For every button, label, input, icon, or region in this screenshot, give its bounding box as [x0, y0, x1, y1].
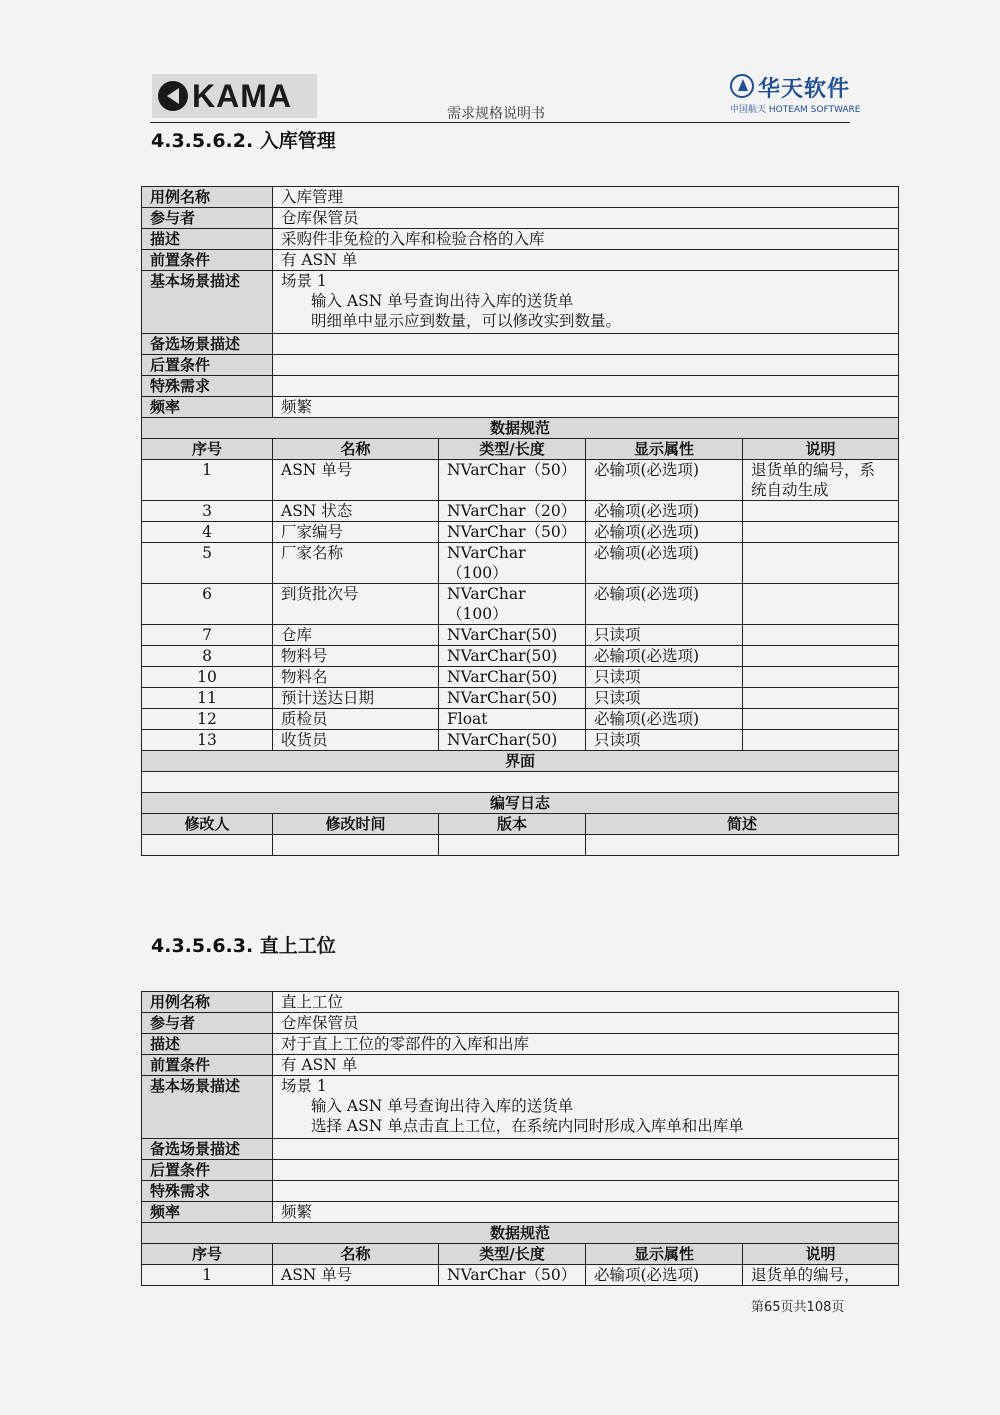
postcondition-value	[273, 1160, 899, 1181]
row-name: 物料号	[273, 646, 439, 667]
column-header: 序号	[142, 1244, 273, 1265]
frequency-value: 频繁	[273, 1202, 899, 1223]
basic-scenario	[273, 1076, 899, 1139]
field-label: 用例名称	[142, 187, 273, 208]
column-header: 说明	[743, 1244, 899, 1265]
field-label: 频率	[142, 1202, 273, 1223]
log-column-header: 简述	[586, 814, 899, 835]
row-note	[743, 667, 899, 688]
table-row	[142, 667, 899, 688]
use-case-row	[142, 250, 899, 271]
row-type: NVarChar(50)	[439, 730, 586, 751]
use-case-row	[142, 1055, 899, 1076]
row-type: NVarChar（100）	[439, 543, 586, 584]
ui-title: 界面	[142, 751, 899, 772]
field-label: 基本场景描述	[142, 1076, 273, 1139]
frequency-value: 频繁	[273, 397, 899, 418]
row-number: 3	[142, 501, 273, 522]
use-case-row	[142, 992, 899, 1013]
row-type: NVarChar（20）	[439, 501, 586, 522]
scenario-line: 场景 1	[281, 1077, 327, 1095]
field-label: 备选场景描述	[142, 1139, 273, 1160]
field-label: 后置条件	[142, 1160, 273, 1181]
column-header: 显示属性	[586, 439, 743, 460]
data-spec-title-row	[142, 418, 899, 439]
table-row	[142, 543, 899, 584]
row-number: 10	[142, 667, 273, 688]
description-value: 对于直上工位的零部件的入库和出库	[273, 1034, 899, 1055]
field-label: 参与者	[142, 1013, 273, 1034]
row-note: 退货单的编号，系统自动生成	[743, 460, 899, 501]
row-name: 质检员	[273, 709, 439, 730]
row-attr: 必输项(必选项)	[586, 522, 743, 543]
row-name: 到货批次号	[273, 584, 439, 625]
row-note	[743, 646, 899, 667]
table-row	[142, 646, 899, 667]
use-case-row	[142, 271, 899, 334]
row-attr: 必输项(必选项)	[586, 646, 743, 667]
log-cell	[142, 835, 273, 856]
ui-title-row	[142, 751, 899, 772]
row-attr: 只读项	[586, 625, 743, 646]
page-number: 第65页共108页	[751, 1300, 845, 1315]
row-number: 1	[142, 460, 273, 501]
field-label: 参与者	[142, 208, 273, 229]
row-number: 11	[142, 688, 273, 709]
hoteam-logo	[730, 74, 861, 116]
table-row	[142, 730, 899, 751]
use-case-row	[142, 187, 899, 208]
row-name: 仓库	[273, 625, 439, 646]
actor-value: 仓库保管员	[273, 1013, 899, 1034]
row-type: NVarChar(50)	[439, 646, 586, 667]
use-case-row	[142, 334, 899, 355]
row-name: 收货员	[273, 730, 439, 751]
row-note: 退货单的编号，	[743, 1265, 899, 1286]
table-row	[142, 460, 899, 501]
log-column-header: 修改人	[142, 814, 273, 835]
use-case-row	[142, 1076, 899, 1139]
row-attr: 必输项(必选项)	[586, 543, 743, 584]
column-header: 类型/长度	[439, 439, 586, 460]
special-req-value	[273, 376, 899, 397]
row-attr: 只读项	[586, 688, 743, 709]
hoteam-logo-icon	[730, 74, 754, 98]
precondition-value: 有 ASN 单	[273, 250, 899, 271]
row-note	[743, 688, 899, 709]
row-attr: 只读项	[586, 667, 743, 688]
column-header: 类型/长度	[439, 1244, 586, 1265]
table-row	[142, 501, 899, 522]
actor-value: 仓库保管员	[273, 208, 899, 229]
column-header: 名称	[273, 1244, 439, 1265]
alt-scenario-value	[273, 334, 899, 355]
use-case-row	[142, 397, 899, 418]
field-label: 描述	[142, 229, 273, 250]
column-header: 名称	[273, 439, 439, 460]
log-cell	[273, 835, 439, 856]
document-title: 需求规格说明书	[447, 106, 545, 122]
row-name: 厂家编号	[273, 522, 439, 543]
row-number: 13	[142, 730, 273, 751]
scenario-line: 输入 ASN 单号查询出待入库的送货单	[311, 1097, 574, 1115]
row-number: 7	[142, 625, 273, 646]
row-number: 8	[142, 646, 273, 667]
log-column-header: 版本	[439, 814, 586, 835]
row-note	[743, 501, 899, 522]
row-name: 厂家名称	[273, 543, 439, 584]
row-type: NVarChar（50）	[439, 522, 586, 543]
row-note	[743, 522, 899, 543]
row-number: 6	[142, 584, 273, 625]
kama-logo-text: KAMA	[192, 77, 292, 114]
table-row	[142, 584, 899, 625]
row-name: ASN 状态	[273, 501, 439, 522]
row-note	[743, 730, 899, 751]
row-name: ASN 单号	[273, 460, 439, 501]
field-label: 基本场景描述	[142, 271, 273, 334]
row-number: 12	[142, 709, 273, 730]
alt-scenario-value	[273, 1139, 899, 1160]
description-value: 采购件非免检的入库和检验合格的入库	[273, 229, 899, 250]
table-row	[142, 625, 899, 646]
kama-logo	[152, 74, 317, 118]
field-label: 备选场景描述	[142, 334, 273, 355]
section-heading: 4.3.5.6.2. 入库管理	[151, 130, 336, 152]
field-label: 特殊需求	[142, 376, 273, 397]
log-row	[142, 835, 899, 856]
row-number: 5	[142, 543, 273, 584]
row-type: NVarChar（100）	[439, 584, 586, 625]
row-attr: 必输项(必选项)	[586, 1265, 743, 1286]
row-name: ASN 单号	[273, 1265, 439, 1286]
use-case-row	[142, 376, 899, 397]
data-spec-title: 数据规范	[142, 1223, 899, 1244]
log-header-row	[142, 814, 899, 835]
column-header: 显示属性	[586, 1244, 743, 1265]
field-label: 特殊需求	[142, 1181, 273, 1202]
use-case-name: 直上工位	[273, 992, 899, 1013]
basic-scenario	[273, 271, 899, 334]
row-attr: 必输项(必选项)	[586, 501, 743, 522]
log-cell	[439, 835, 586, 856]
row-attr: 必输项(必选项)	[586, 584, 743, 625]
log-title-row	[142, 793, 899, 814]
field-label: 前置条件	[142, 1055, 273, 1076]
log-column-header: 修改时间	[273, 814, 439, 835]
table-row	[142, 688, 899, 709]
use-case-table	[141, 991, 899, 1286]
table-row	[142, 1265, 899, 1286]
row-type: NVarChar（50）	[439, 1265, 586, 1286]
field-label: 频率	[142, 397, 273, 418]
row-type: NVarChar（50）	[439, 460, 586, 501]
use-case-row	[142, 1202, 899, 1223]
field-label: 后置条件	[142, 355, 273, 376]
special-req-value	[273, 1181, 899, 1202]
use-case-row	[142, 229, 899, 250]
row-type: NVarChar(50)	[439, 667, 586, 688]
postcondition-value	[273, 355, 899, 376]
use-case-row	[142, 208, 899, 229]
section-heading: 4.3.5.6.3. 直上工位	[151, 935, 336, 957]
use-case-row	[142, 1160, 899, 1181]
hoteam-logo-text: 华天软件	[758, 77, 851, 102]
field-label: 用例名称	[142, 992, 273, 1013]
column-header: 序号	[142, 439, 273, 460]
column-header: 说明	[743, 439, 899, 460]
hoteam-logo-subtitle: 中国航天 HOTEAM SOFTWARE	[730, 105, 861, 115]
scenario-line: 输入 ASN 单号查询出待入库的送货单	[311, 292, 574, 310]
use-case-table	[141, 186, 899, 856]
kama-logo-icon	[158, 81, 188, 111]
use-case-row	[142, 1181, 899, 1202]
scenario-line: 场景 1	[281, 272, 327, 290]
row-note	[743, 543, 899, 584]
data-spec-title-row	[142, 1223, 899, 1244]
log-cell	[586, 835, 899, 856]
row-note	[743, 584, 899, 625]
row-type: NVarChar(50)	[439, 688, 586, 709]
use-case-row	[142, 355, 899, 376]
row-attr: 只读项	[586, 730, 743, 751]
log-title: 编写日志	[142, 793, 899, 814]
row-number: 4	[142, 522, 273, 543]
row-type: Float	[439, 709, 586, 730]
row-attr: 必输项(必选项)	[586, 460, 743, 501]
row-note	[743, 625, 899, 646]
use-case-row	[142, 1139, 899, 1160]
precondition-value: 有 ASN 单	[273, 1055, 899, 1076]
use-case-name: 入库管理	[273, 187, 899, 208]
row-type: NVarChar(50)	[439, 625, 586, 646]
row-name: 物料名	[273, 667, 439, 688]
data-spec-header-row	[142, 439, 899, 460]
scenario-line: 选择 ASN 单点击直上工位，在系统内同时形成入库单和出库单	[311, 1117, 744, 1135]
use-case-row	[142, 1013, 899, 1034]
table-row	[142, 709, 899, 730]
use-case-row	[142, 1034, 899, 1055]
field-label: 前置条件	[142, 250, 273, 271]
scenario-line: 明细单中显示应到数量，可以修改实到数量。	[311, 312, 622, 330]
data-spec-header-row	[142, 1244, 899, 1265]
page-header	[150, 70, 861, 123]
row-number: 1	[142, 1265, 273, 1286]
ui-content-row	[142, 772, 899, 793]
ui-content	[142, 772, 899, 793]
row-attr: 必输项(必选项)	[586, 709, 743, 730]
field-label: 描述	[142, 1034, 273, 1055]
row-note	[743, 709, 899, 730]
row-name: 预计送达日期	[273, 688, 439, 709]
table-row	[142, 522, 899, 543]
data-spec-title: 数据规范	[142, 418, 899, 439]
